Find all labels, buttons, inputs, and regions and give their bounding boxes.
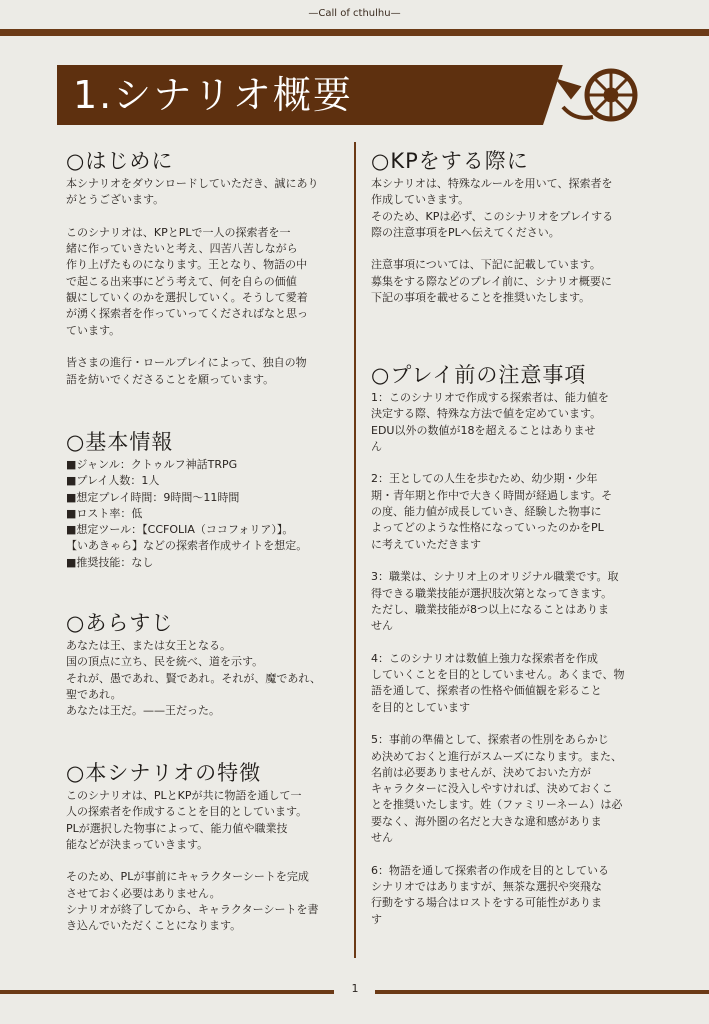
text-line: 募集をする際などのプレイ前に、シナリオ概要に <box>371 274 612 288</box>
text-line: ■ジャンル：クトゥルフ神話TRPG <box>66 458 238 471</box>
text-line <box>371 634 649 650</box>
heading-features: ○本シナリオの特徴 <box>66 761 262 785</box>
text-line: 6：物語を通して探索者の作成を目的としている <box>371 863 609 877</box>
text-line: 行動をする場合はロストをする可能性がありま <box>371 896 602 910</box>
text-line: 人の探索者を作成することを目的としています。 <box>66 805 308 819</box>
text-line: き込んでいただくことになります。 <box>66 919 242 933</box>
text-line <box>371 241 649 257</box>
text-line: ただし、職業技能が8つ以上になることはありま <box>371 602 609 616</box>
text-line: させておく必要はありません。 <box>66 886 221 900</box>
bottom-rule-left <box>0 990 334 994</box>
text-line <box>66 339 342 355</box>
text-line: 国の頂点に立ち、民を統べ、道を示す。 <box>66 655 264 669</box>
emblem <box>543 65 653 125</box>
text-line: このシナリオは、PLとKPが共に物語を通して一 <box>66 789 302 802</box>
text-line <box>371 846 649 862</box>
heading-basic-info: ○基本情報 <box>66 430 174 454</box>
page-number: 1 <box>351 982 359 995</box>
text-line: ■推奨技能：なし <box>66 555 154 569</box>
text-line: 決定する際、特殊な方法で値を定めています。 <box>371 407 602 421</box>
text-line: 4：このシナリオは数値上強力な探索者を作成 <box>371 651 598 665</box>
heading-kp: ○KPをする際に <box>371 149 529 173</box>
text-line: 1：このシナリオで作成する探索者は、能力値を <box>371 391 609 404</box>
text-line: 本シナリオは、特殊なルールを用いて、探索者を <box>371 177 613 190</box>
text-line: す <box>371 912 382 926</box>
text-line: キャラクターに没入しやすければ、決めておくこ <box>371 782 613 796</box>
text-line: 際の注意事項をPLへ伝えてください。 <box>371 225 560 239</box>
text-line: 名前は必要ありませんが、決めておいた方が <box>371 765 591 779</box>
text-line: 5：事前の準備として、探索者の性別をあらかじ <box>371 733 609 747</box>
text-line: あなたは王だ。——王だった。 <box>66 704 220 718</box>
notes-body <box>371 390 649 928</box>
text-line: 要なく、海外圏の名だと大きな違和感がありま <box>371 814 602 828</box>
text-line: ■プレイ人数：1人 <box>66 474 160 488</box>
text-line: を目的としています <box>371 700 470 714</box>
running-header: —Call of cthulhu— <box>308 8 401 19</box>
text-line: 下記の事項を載せることを推奨いたします。 <box>371 291 591 305</box>
text-line: に考えていただきます <box>371 537 481 551</box>
text-line: 得できる職業技能が選択肢次第となってきます。 <box>371 586 613 600</box>
text-line: とを推奨いたします。姓（ファミリーネーム）は必 <box>371 798 623 812</box>
text-line: ■想定プレイ時間：9時間～11時間 <box>66 490 240 504</box>
text-line: あなたは王、または女王となる。 <box>66 639 231 652</box>
section-kp <box>371 146 649 306</box>
text-line: よってどのような性格になっていったのかをPL <box>371 521 604 535</box>
text-line: の度、能力値が成長していき、経験した物事に <box>371 505 602 519</box>
text-line: 作成していきます。 <box>371 193 470 207</box>
text-line: このシナリオは、KPとPLで一人の探索者を一 <box>66 225 291 239</box>
text-line: 語を通して、探索者の性格や価値観を彩ること <box>371 684 602 698</box>
text-line: 2：王としての人生を歩むため、幼少期・少年 <box>371 472 598 486</box>
features-body <box>66 788 342 935</box>
text-line: それが、愚であれ、賢であれ。それが、魔であれ、 <box>66 671 321 685</box>
text-line: 期・青年期と作中で大きく時間が経過します。そ <box>371 488 613 502</box>
text-line: 観にしていくのかを選択していく。そうして愛着 <box>66 291 308 305</box>
heading-synopsis: ○あらすじ <box>66 611 174 635</box>
heading-notes: ○プレイ前の注意事項 <box>371 363 587 387</box>
text-line: で起こる出来事にどう考えて、何を自らの価値 <box>66 274 297 288</box>
kp-body <box>371 176 649 306</box>
text-line: がとうございます。 <box>66 193 165 207</box>
text-line: 能などが決まっていきます。 <box>66 837 209 851</box>
section-intro <box>66 146 342 388</box>
bottom-rule-right <box>375 990 709 994</box>
text-line: 3：職業は、シナリオ上のオリジナル職業です。取 <box>371 570 619 584</box>
section-features <box>66 758 342 935</box>
title-band <box>57 65 653 125</box>
text-line: ■想定ツール：【CCFOLIA（ココフォリア）】。 <box>66 523 294 537</box>
heading-intro: ○はじめに <box>66 149 174 173</box>
text-line <box>66 853 342 869</box>
synopsis-body <box>66 638 342 719</box>
text-line: していくことを目的としていません。あくまで、物 <box>371 668 625 682</box>
text-line: め決めておくと進行がスムーズになります。また、 <box>371 749 623 763</box>
text-line: PLが選択した物事によって、能力値や職業技 <box>66 821 288 835</box>
text-line: が湧く探索者を作っていってくださればなと思っ <box>66 307 308 321</box>
text-line <box>371 553 649 569</box>
text-line: 皆さまの進行・ロールプレイによって、独自の物 <box>66 356 307 370</box>
text-line <box>371 716 649 732</box>
wheel-emblem-icon <box>553 67 649 123</box>
text-line: そのため、KPは必ず、このシナリオをプレイする <box>371 209 614 223</box>
text-line: 語を紡いでくださることを願っています。 <box>66 372 275 386</box>
top-rule <box>0 29 709 36</box>
text-line: EDU以外の数値が18を超えることはありませ <box>371 423 596 437</box>
text-line: シナリオが終了してから、キャラクターシートを書 <box>66 903 319 917</box>
text-line: 緒に作っていきたいと考え、四苦八苦しながら <box>66 242 298 256</box>
section-notes <box>371 360 649 928</box>
text-line <box>66 209 342 225</box>
text-line: 注意事項については、下記に記載しています。 <box>371 258 601 272</box>
section-basic-info <box>66 427 342 571</box>
text-line: ています。 <box>66 323 121 337</box>
text-line: せん <box>371 831 393 845</box>
text-line: 聖であれ。 <box>66 687 122 701</box>
page-title: 1.シナリオ概要 <box>73 73 353 117</box>
column-divider <box>354 142 356 958</box>
text-line: ■ロスト率：低 <box>66 506 143 520</box>
section-synopsis <box>66 608 342 719</box>
text-line: ん <box>371 439 382 453</box>
text-line: 本シナリオをダウンロードしていただき、誠にあり <box>66 177 319 190</box>
basic-info-body <box>66 457 342 571</box>
text-line: せん <box>371 619 393 633</box>
text-line: シナリオではありますが、無茶な選択や突飛な <box>371 879 602 893</box>
intro-body <box>66 176 342 388</box>
text-line: 作り上げたものになります。王となり、物語の中 <box>66 258 308 272</box>
text-line: 【いあきゃら】などの探索者作成サイトを想定。 <box>66 539 308 553</box>
text-line: そのため、PLが事前にキャラクターシートを完成 <box>66 870 309 884</box>
text-line <box>371 455 649 471</box>
